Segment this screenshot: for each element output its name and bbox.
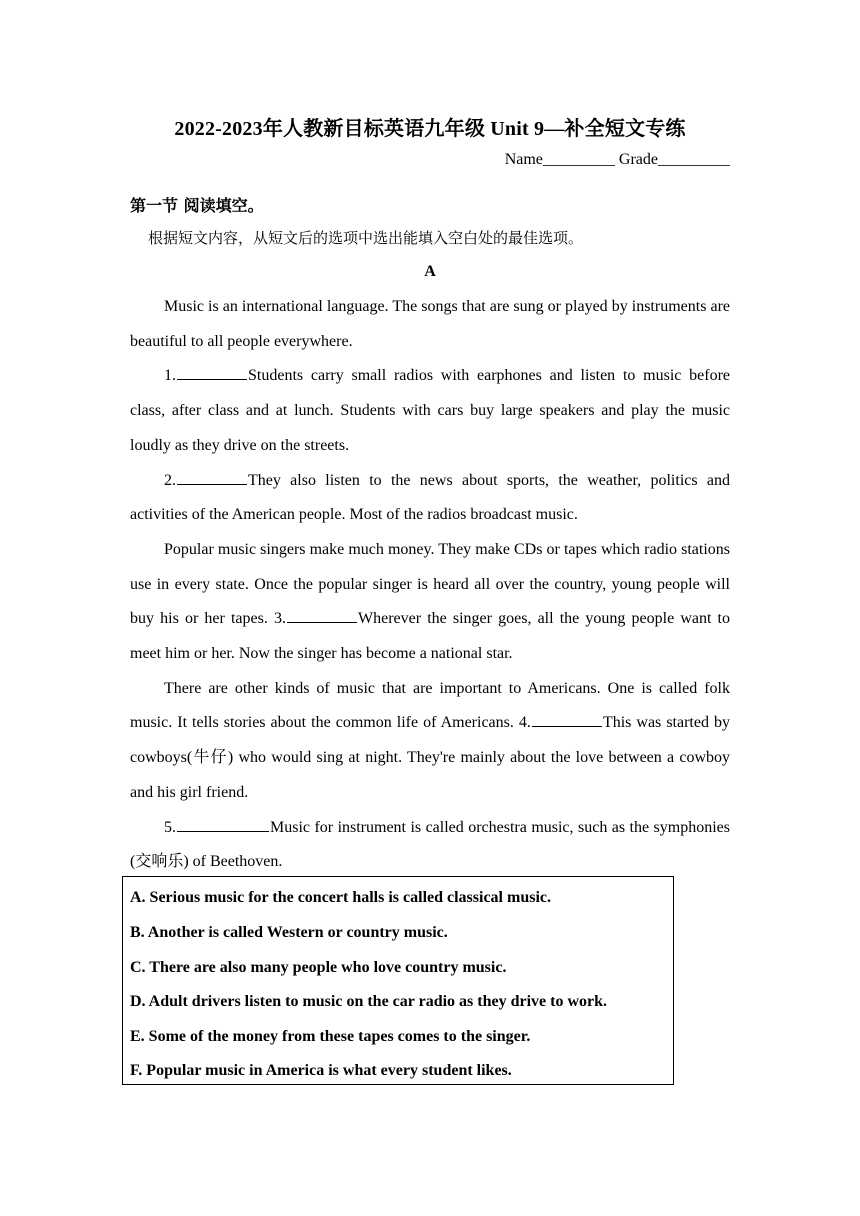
paragraph-text: Students carry small radios with earphones and listen to music before class, after class and at lunch. Students with cars buy large speakers and play the music loudly as they drive on the streets. [130, 367, 730, 454]
option-e: E. Some of the money from these tapes comes to the singer. [130, 1028, 531, 1045]
answer-blank [177, 815, 269, 832]
section-instruction: 根据短文内容，从短文后的选项中选出能填入空白处的最佳选项。 [148, 229, 584, 247]
answer-blank [177, 468, 247, 485]
reading-passage [130, 290, 730, 880]
option-d: D. Adult drivers listen to music on the car radio as they drive to work. [130, 993, 608, 1010]
answer-blank [532, 710, 602, 727]
name-label: Name_________ [504, 151, 615, 168]
option-c: C. There are also many people who love country music. [130, 959, 507, 976]
options-box [122, 876, 674, 1085]
paragraph-text: There are other kinds of music that are important to Americans. One is called folk music. It tells stories about the common life of Americans. 4. [130, 679, 730, 732]
passage-letter: A [424, 263, 436, 280]
paragraph-2 [130, 359, 730, 463]
option-b: B. Another is called Western or country music. [130, 924, 448, 941]
answer-blank [177, 363, 247, 380]
paragraph-3 [130, 464, 730, 533]
paragraph-5 [130, 672, 730, 811]
paragraph-4 [130, 533, 730, 672]
paragraph-6 [130, 811, 730, 880]
paragraph-text: Wherever the singer goes, all the young people want to meet him or her. Now the singer has become a national star. [130, 610, 730, 663]
answer-blank [287, 606, 357, 623]
grade-label: Grade_________ [618, 151, 730, 168]
question-number: 1. [164, 367, 176, 385]
option-a: A. Serious music for the concert halls is called classical music. [130, 889, 551, 906]
paragraph-text: Music for instrument is called orchestra music, such as the symphonies (交响乐) of Beethoven. [130, 818, 730, 871]
paragraph-text: Popular music singers make much money. They make CDs or tapes which radio stations use in every state. Once the popular singer is heard all over the country, young people will buy his or her tapes. 3. [130, 540, 730, 628]
section-heading: 第一节 阅读填空。 [130, 196, 264, 215]
question-number: 5. [164, 818, 176, 836]
name-grade-line [505, 151, 730, 169]
option-f: F. Popular music in America is what every student likes. [130, 1062, 512, 1079]
paragraph-text: They also listen to the news about sports, the weather, politics and activities of the American people. Most of the radios broadcast music. [130, 471, 730, 524]
paragraph-1: Music is an international language. The songs that are sung or played by instruments are beautiful to all people everywhere. [130, 298, 730, 350]
paragraph-text: This was started by cowboys(牛仔) who would sing at night. They're mainly about the love between a cowboy and his girl friend. [130, 714, 730, 801]
page-title: 2022-2023年人教新目标英语九年级 Unit 9—补全短文专练 [174, 118, 686, 140]
question-number: 2. [164, 471, 176, 489]
